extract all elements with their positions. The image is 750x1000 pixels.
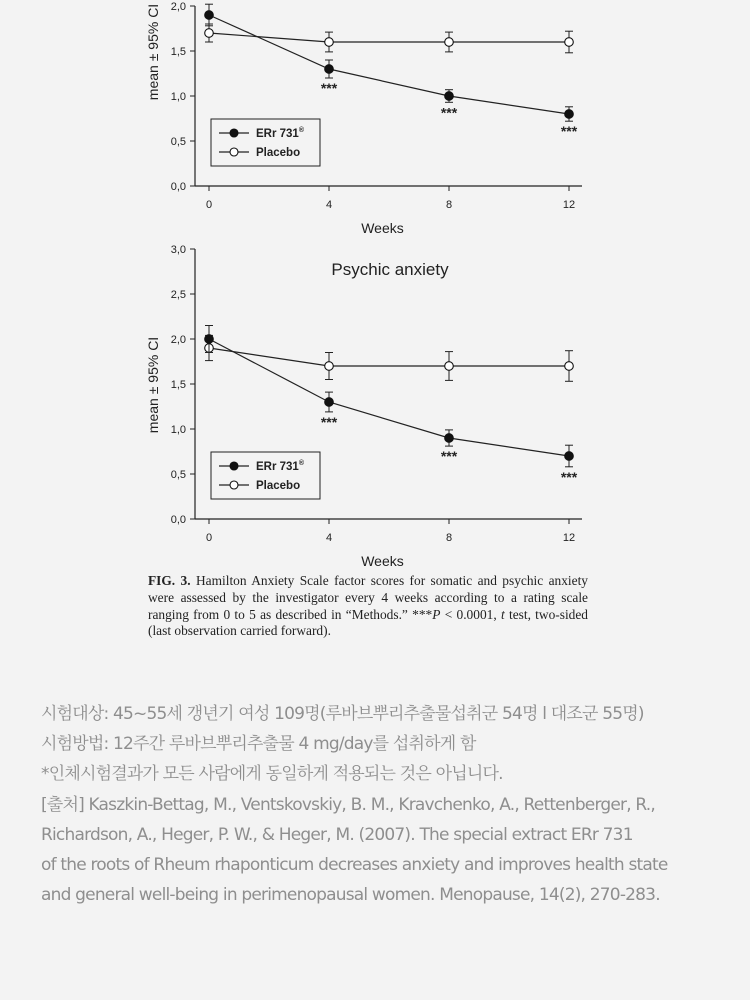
caption-p-symbol: P (432, 606, 441, 622)
x-tick-label: 4 (325, 199, 333, 211)
y-tick-label: 0,0 (170, 514, 186, 526)
chart-1 (145, 1, 582, 236)
data-point-err731 (445, 434, 454, 443)
legend-registered-mark: ® (298, 127, 305, 134)
legend-marker (230, 148, 238, 156)
x-tick-label: 8 (445, 532, 453, 544)
chart-title: Psychic anxiety (331, 260, 449, 279)
note-line-source-1: [출처] Kaszkin-Bettag, M., Ventskovskiy, B. M., Kravchenko, A., Rettenberger, R., (41, 794, 656, 815)
data-point-err731 (445, 92, 454, 101)
figure-caption (148, 573, 588, 640)
x-tick-label: 8 (445, 199, 453, 211)
y-tick-label: 1,0 (170, 91, 186, 103)
legend-marker (230, 129, 238, 137)
note-line-method: 시험방법: 12주간 루바브뿌리추출물 4 mg/day를 섭취하게 함 (41, 734, 476, 755)
legend-label: ERr 731® (256, 127, 305, 140)
x-tick-label: 4 (325, 532, 333, 544)
legend-marker (230, 462, 238, 470)
caption-text-3: test, two-sided (last observation carried forward). (148, 606, 588, 639)
significance-marker: *** (440, 448, 458, 465)
note-line-source-2: Richardson, A., Heger, P. W., & Heger, M. (2007). The special extract ERr 731 (41, 824, 633, 845)
y-tick-label: 1,5 (170, 46, 186, 58)
y-tick-label: 3,0 (170, 244, 186, 256)
x-tick-label: 12 (562, 532, 576, 544)
series-line-err731 (209, 15, 569, 114)
data-point-placebo (205, 29, 214, 38)
y-tick-label: 2,0 (170, 334, 186, 346)
data-point-placebo (325, 362, 334, 371)
legend-registered-mark: ® (298, 460, 305, 467)
data-point-err731 (325, 65, 334, 74)
y-tick-label: 1,5 (170, 379, 186, 391)
data-point-err731 (205, 335, 214, 344)
note-line-source-3: of the roots of Rheum rhaponticum decreases anxiety and improves health state (41, 855, 668, 876)
significance-marker: *** (320, 413, 338, 430)
study-notes (41, 699, 721, 910)
legend-label: ERr 731® (256, 460, 305, 473)
significance-marker: *** (560, 468, 578, 485)
note-line-disclaimer: *인체시험결과가 모든 사람에게 동일하게 적용되는 것은 아닙니다. (41, 764, 503, 785)
y-tick-label: 2,0 (170, 1, 186, 13)
series-line-placebo (209, 33, 569, 42)
y-axis-title: mean ± 95% CI (145, 3, 161, 101)
y-tick-label: 1,0 (170, 424, 186, 436)
legend-label: Placebo (256, 480, 301, 492)
series-line-placebo (209, 348, 569, 366)
significance-marker: *** (560, 123, 578, 140)
caption-text-2: < 0.0001, (440, 606, 501, 622)
data-point-err731 (565, 452, 574, 461)
data-point-placebo (565, 38, 574, 47)
y-tick-label: 0,5 (170, 136, 186, 148)
caption-text-1: Hamilton Anxiety Scale factor scores for somatic and psychic anxiety were assessed by the investigator every 4 weeks according to a rating scale ranging from 0 to 5 as described in “Methods.” *** (148, 573, 589, 622)
legend-label: Placebo (256, 147, 301, 159)
x-tick-label: 12 (562, 199, 576, 211)
x-tick-label: 0 (205, 199, 213, 211)
data-point-placebo (445, 362, 454, 371)
y-axis-title: mean ± 95% CI (145, 336, 161, 434)
note-line-subjects: 시험대상: 45~55세 갱년기 여성 109명(루바브뿌리추출물섭취군 54명 l 대조군 55명) (41, 704, 644, 724)
y-tick-label: 0,0 (170, 181, 186, 193)
x-axis-title: Weeks (361, 220, 404, 236)
legend-marker (230, 481, 238, 489)
note-line-source-4: and general well-being in perimenopausal women. Menopause, 14(2), 270-283. (41, 885, 660, 906)
data-point-err731 (325, 398, 334, 407)
x-axis-title: Weeks (361, 553, 404, 569)
data-point-err731 (205, 11, 214, 20)
data-point-placebo (565, 362, 574, 371)
y-tick-label: 2,5 (170, 289, 186, 301)
chart-2 (145, 244, 582, 569)
x-tick-label: 0 (205, 532, 213, 544)
significance-marker: *** (320, 80, 338, 96)
caption-label: FIG. 3. (148, 573, 191, 588)
y-tick-label: 0,5 (170, 469, 186, 481)
data-point-placebo (445, 38, 454, 47)
caption-t-symbol: t (500, 606, 505, 622)
data-point-err731 (565, 110, 574, 119)
significance-marker: *** (440, 104, 458, 121)
data-point-placebo (325, 38, 334, 47)
